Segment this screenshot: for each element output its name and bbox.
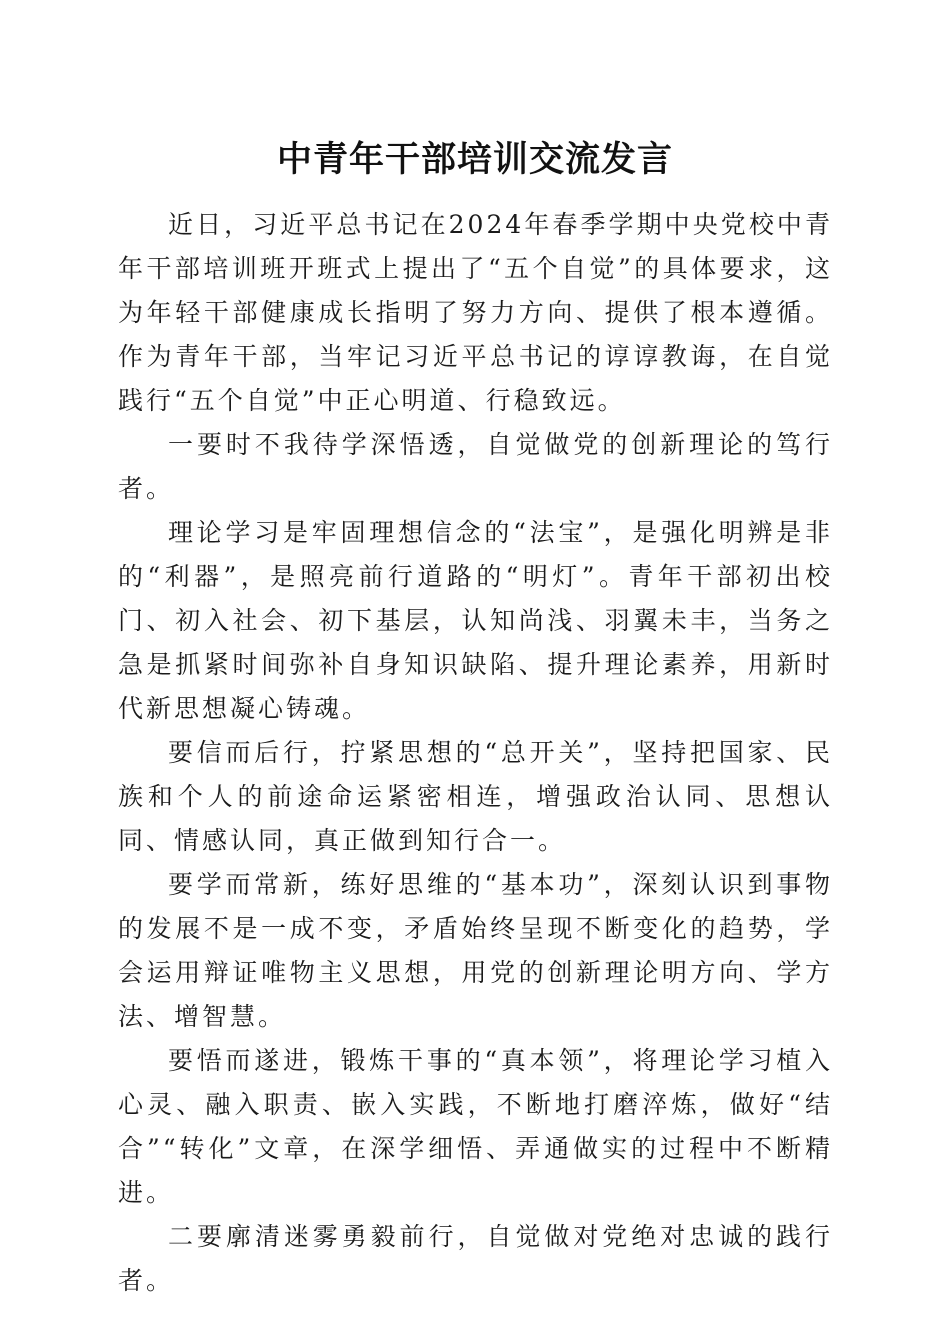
paragraph-believe-then-act: 要信而后行，拧紧思想的“总开关”，坚持把国家、民族和个人的前途命运紧密相连，增强政治认同、思想认同、情感认同，真正做到知行合一。 <box>118 738 833 855</box>
paragraph-learn-and-renew: 要学而常新，练好思维的“基本功”，深刻认识到事物的发展不是一成不变，矛盾始终呈现不断变化的趋势，学会运用辩证唯物主义思想，用党的创新理论明方向、学方法、增智慧。 <box>118 870 833 1031</box>
paragraph-intro: 近日，习近平总书记在2024年春季学期中央党校中青年干部培训班开班式上提出了“五个自觉”的具体要求，这为年轻干部健康成长指明了努力方向、提供了根本遵循。作为青年干部，当牢记习近平总书记的谆谆教诲，在自觉践行“五个自觉”中正心明道、行稳致远。 <box>118 210 833 415</box>
document-body <box>118 203 833 1303</box>
paragraph-heading-one: 一要时不我待学深悟透，自觉做党的创新理论的笃行者。 <box>118 430 833 503</box>
paragraph-understand-and-advance: 要悟而遂进，锻炼干事的“真本领”，将理论学习植入心灵、融入职责、嵌入实践，不断地打磨淬炼，做好“结合”“转化”文章，在深学细悟、弄通做实的过程中不断精进。 <box>118 1046 833 1207</box>
paragraph-heading-two: 二要廓清迷雾勇毅前行，自觉做对党绝对忠诚的践行者。 <box>118 1222 833 1295</box>
document-title: 中青年干部培训交流发言 <box>276 139 673 180</box>
paragraph-theory-study: 理论学习是牢固理想信念的“法宝”，是强化明辨是非的“利器”，是照亮前行道路的“明灯”。青年干部初出校门、初入社会、初下基层，认知尚浅、羽翼未丰，当务之急是抓紧时间弥补自身知识缺陷、提升理论素养，用新时代新思想凝心铸魂。 <box>118 518 833 723</box>
